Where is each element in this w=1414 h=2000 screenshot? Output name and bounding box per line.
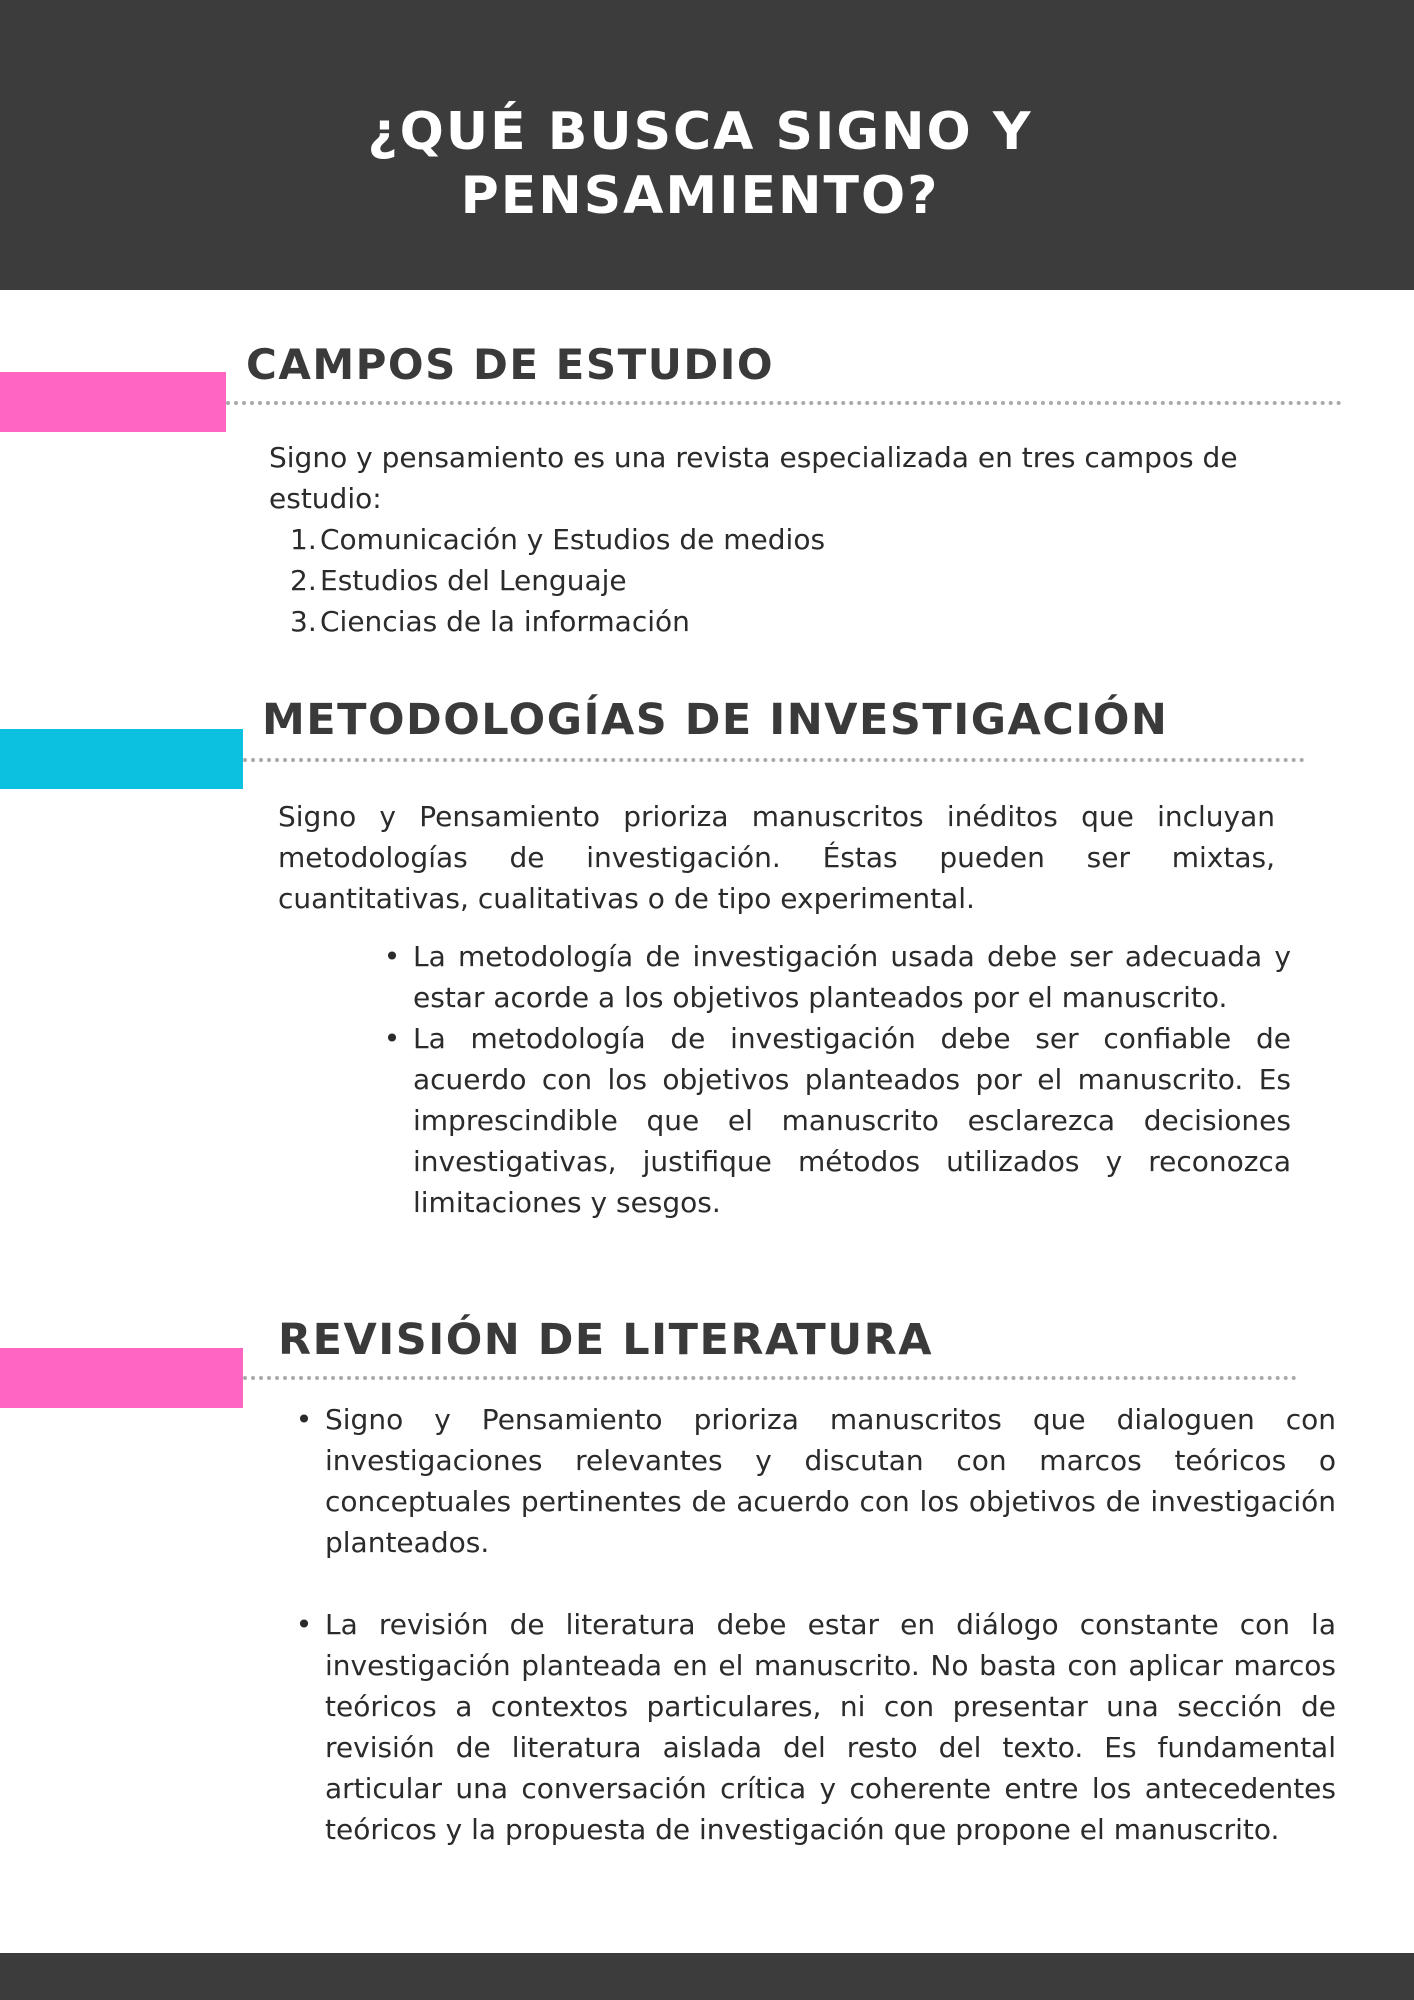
section-accent-bar-revision [0, 1348, 243, 1408]
section-accent-bar-metodologias [0, 729, 243, 789]
list-item-text: Comunicación y Estudios de medios [320, 523, 826, 556]
list-item [290, 601, 1194, 642]
list-item-text: La metodología de investigación debe ser confiable de acuerdo con los objetivos planteados por el manuscrito. Es imprescindible que el manuscrito esclarezca decisiones investigativas, justifique métodos utilizados y reconozca limitaciones y sesgos. [413, 1022, 1291, 1219]
list-item-number: 2. [290, 564, 317, 597]
section-divider-campos [226, 401, 1342, 405]
bullet-icon: • [295, 1403, 313, 1436]
list-item-text: Ciencias de la información [320, 605, 690, 638]
section-heading-metodologias: METODOLOGÍAS DE INVESTIGACIÓN [262, 695, 1169, 745]
list-item-number: 1. [290, 523, 317, 556]
campos-list [290, 519, 1194, 642]
bullet-icon: • [383, 940, 401, 973]
page-header [0, 0, 1414, 290]
section-divider-revision [243, 1376, 1297, 1380]
list-item [290, 519, 1194, 560]
list-item [290, 560, 1194, 601]
list-item-text: La metodología de investigación usada debe ser adecuada y estar acorde a los objetivos planteados por el manuscrito. [413, 940, 1291, 1014]
page-footer [0, 1953, 1414, 2000]
list-item-text: La revisión de literatura debe estar en diálogo constante con la investigación planteada en el manuscrito. No basta con aplicar marcos teóricos a contextos particulares, ni con presentar una sección de revisión de literatura aislada del resto del texto. Es fundamental articular una conversación crítica y coherente entre los antecedentes teóricos y la propuesta de investigación que propone el manuscrito. [325, 1608, 1336, 1846]
list-item [295, 1399, 1336, 1563]
list-item-number: 3. [290, 605, 317, 638]
list-item-text: Estudios del Lenguaje [320, 564, 627, 597]
list-item-text: Signo y Pensamiento prioriza manuscritos que dialoguen con investigaciones relevantes y discutan con marcos teóricos o conceptuales pertinentes de acuerdo con los objetivos de investigación planteados. [325, 1403, 1336, 1559]
bullet-icon: • [383, 1022, 401, 1055]
page-title: ¿QUÉ BUSCA SIGNO Y PENSAMIENTO? [367, 102, 1033, 226]
list-item [295, 1604, 1336, 1850]
revision-bullet-list [295, 1399, 1336, 1850]
list-item [383, 1018, 1291, 1223]
campos-intro-text: Signo y pensamiento es una revista especializada en tres campos de estudio: [269, 441, 1238, 515]
metodologias-intro-text: Signo y Pensamiento prioriza manuscritos inéditos que incluyan metodologías de investigación. Éstas pueden ser mixtas, cuantitativas, cualitativas o de tipo experimental. [278, 800, 1275, 915]
section-heading-revision: REVISIÓN DE LITERATURA [278, 1315, 934, 1365]
section-accent-bar-campos [0, 372, 226, 432]
list-item [383, 936, 1291, 1018]
section-heading-campos: CAMPOS DE ESTUDIO [246, 340, 775, 389]
section-divider-metodologias [243, 758, 1305, 762]
bullet-icon: • [295, 1608, 313, 1641]
metodologias-bullet-list [383, 936, 1291, 1223]
